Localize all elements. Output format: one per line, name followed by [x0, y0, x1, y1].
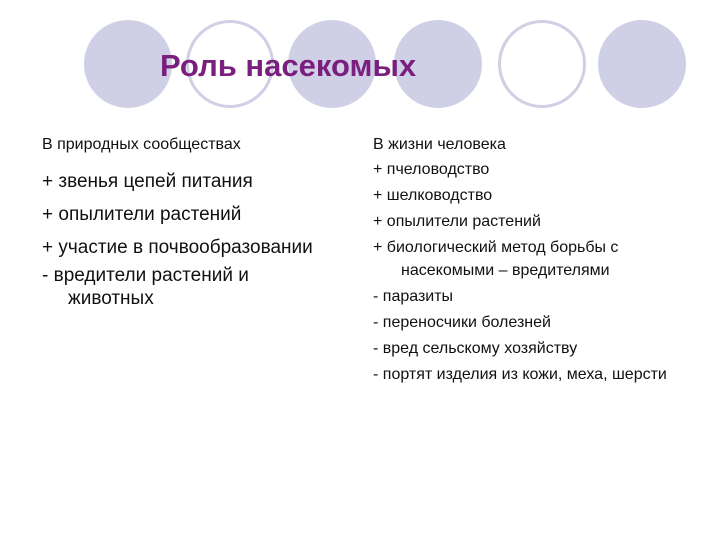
list-item: - вред сельскому хозяйству: [373, 340, 578, 357]
list-item: + шелководство: [373, 187, 493, 204]
list-item: + биологический метод борьбы с насекомыми – вредителями: [373, 239, 619, 279]
list-item: + пчеловодство: [373, 161, 490, 178]
right-column: [373, 132, 703, 389]
list-item: + опылители растений: [42, 204, 242, 225]
slide-title: Роль насекомых: [160, 48, 417, 83]
left-column-heading: В природных сообществах: [42, 136, 241, 153]
right-column-heading: В жизни человека: [373, 136, 506, 153]
list-item: - переносчики болезней: [373, 314, 551, 331]
right-list: [373, 158, 703, 386]
list-item: + участие в почвообразовании: [42, 237, 313, 258]
list-item: + опылители растений: [373, 213, 541, 230]
left-list: [42, 170, 332, 310]
list-item: - портят изделия из кожи, меха, шерсти: [373, 366, 667, 383]
list-item: + звенья цепей питания: [42, 171, 253, 192]
decorative-circle-1: [84, 20, 172, 108]
left-column: [42, 134, 332, 320]
list-item: - вредители растений и животных: [42, 265, 249, 309]
list-item: - паразиты: [373, 288, 454, 305]
decorative-circle-6: [598, 20, 686, 108]
